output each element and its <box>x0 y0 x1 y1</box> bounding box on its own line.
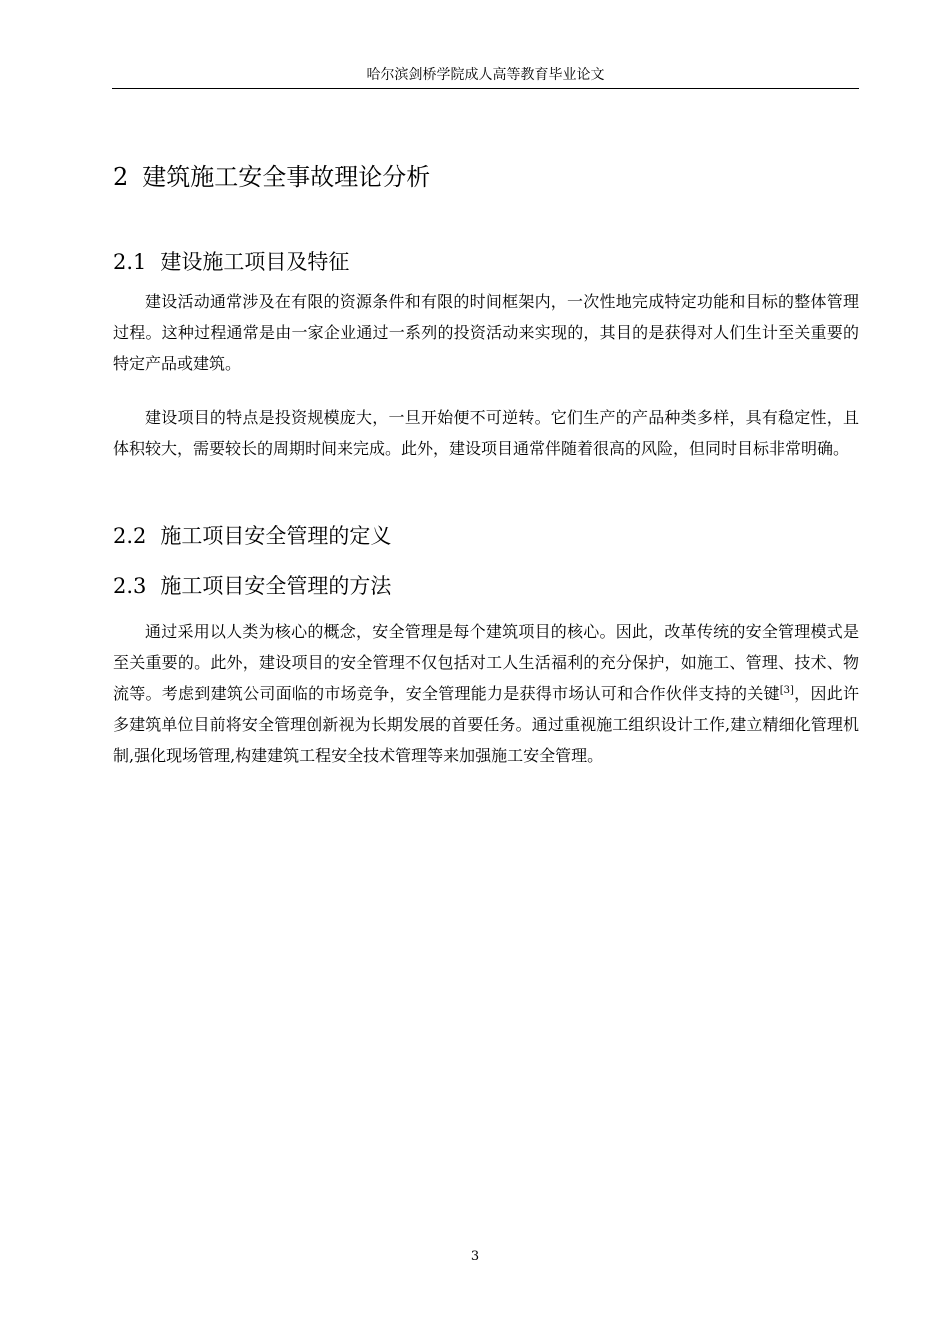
section-number: 2.2 <box>113 524 147 548</box>
paragraph <box>113 616 859 771</box>
chapter-title <box>113 160 430 194</box>
chapter-title-text: 建筑施工安全事故理论分析 <box>142 163 431 191</box>
header-divider <box>112 88 859 89</box>
chapter-number: 2 <box>113 163 129 191</box>
section-number: 2.3 <box>113 574 147 598</box>
section-title-text: 施工项目安全管理的方法 <box>160 574 392 598</box>
page-number: 3 <box>470 1249 480 1264</box>
paragraph: 建设项目的特点是投资规模庞大，一旦开始便不可逆转。它们生产的产品种类多样，具有稳定性，且体积较大，需要较长的周期时间来完成。此外，建设项目通常伴随着很高的风险，但同时目标非常明确。 <box>113 408 859 458</box>
section-heading-2-3 <box>113 571 391 601</box>
paragraph: 建设活动通常涉及在有限的资源条件和有限的时间框架内，一次性地完成特定功能和目标的整体管理过程。这种过程通常是由一家企业通过一系列的投资活动来实现的，其目的是获得对人们生计至关重要的特定产品或建筑。 <box>113 292 859 373</box>
section-title-text: 施工项目安全管理的定义 <box>160 524 392 548</box>
citation-reference: [3] <box>779 685 794 696</box>
section-heading-2-1 <box>113 247 349 277</box>
section-title-text: 建设施工项目及特征 <box>160 250 350 274</box>
section-number: 2.1 <box>113 250 147 274</box>
section-heading-2-2 <box>113 521 391 551</box>
running-header: 哈尔滨剑桥学院成人高等教育毕业论文 <box>366 67 605 83</box>
paragraph-text: 通过采用以人类为核心的概念，安全管理是每个建筑项目的核心。因此，改革传统的安全管理模式是至关重要的。此外，建设项目的安全管理不仅包括对工人生活福利的充分保护，如施工、管理、技术、物流等。考虑到建筑公司面临的市场竞争，安全管理能力是获得市场认可和合作伙伴支持的关键 <box>113 622 859 703</box>
paragraph-text: ，因此许多建筑单位目前将安全管理创新视为长期发展的首要任务。通过重视施工组织设计工作,建立精细化管理机制,强化现场管理,构建建筑工程安全技术管理等来加强施工安全管理。 <box>113 684 859 765</box>
